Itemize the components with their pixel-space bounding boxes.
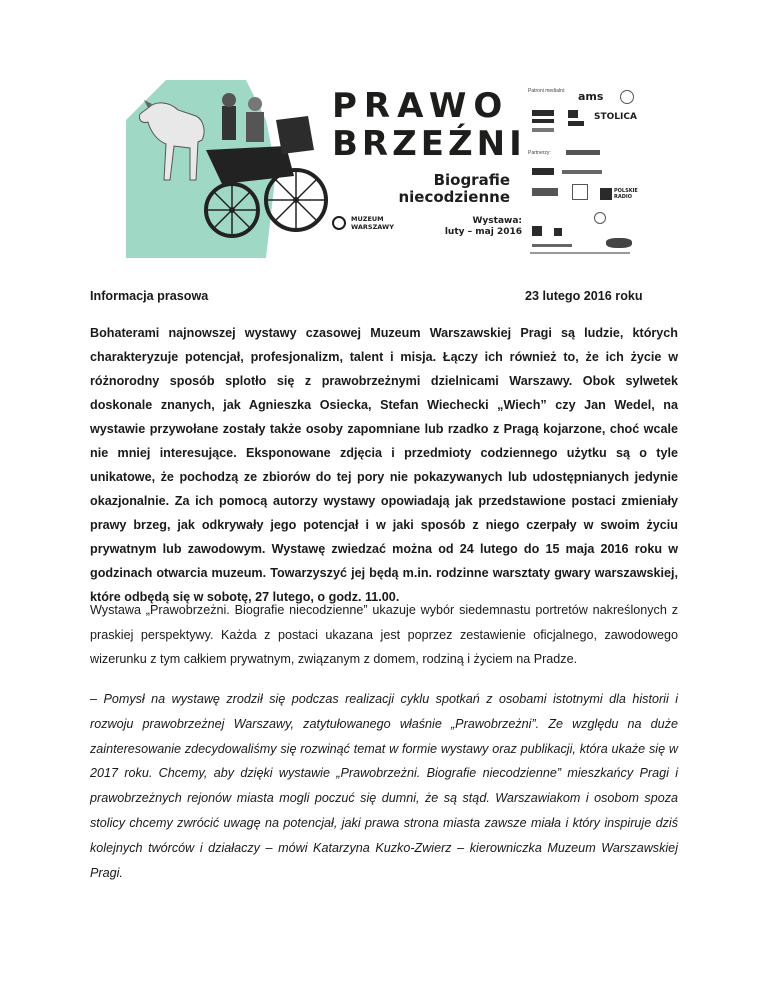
wedel-logo-icon [606,238,632,248]
partner-logo-icon [566,150,600,155]
partner-logo-icon [562,170,602,174]
partner-logo-icon [600,188,612,200]
banner-title-block [332,86,526,206]
body-paragraph: Wystawa „Prawobrzeżni. Biografie niecodzienne” ukazuje wybór siedemnastu portretów nakreślonych z praskiej perspektywy. Każda z postaci ukazana jest poprzez zestawienie oficjalnego, zawodowego wizerunku z tym całkiem prywatnym, związanym z domem, rodziną i życiem na Pradze. [90,603,678,666]
exhibition-banner [126,80,642,258]
media-logo-icon [620,90,634,104]
press-release-label: Informacja prasowa [90,289,209,303]
museum-mark-icon [332,216,346,230]
banner-subtitle-line1: Biografie [433,171,510,189]
partner-logo-icon [594,212,606,224]
exhibition-period: luty – maj 2016 [444,227,522,237]
lead-paragraph: Bohaterami najnowszej wystawy czasowej Muzeum Warszawskiej Pragi są ludzie, których charakteryzuje potencjał, profesjonalizm, talent i misja. Łączy ich również to, że ich życie w różnorodny sposób splotło się z prawobrzeżnymi dzielnicami Warszawy. Obok sylwetek doskonale znanych, jak Agnieszka Osiecka, Stefan Wiechecki „Wiech” czy Jan Wedel, na wystawie przywołane zostały także osoby zapomniane lub rzadko z Pragą kojarzone, choć wcale nie mniej interesujące. Eksponowane zdjęcia i przedmioty codziennego użytku są o tyle unikatowe, że pochodzą ze zbiorów do tej pory nie pokazywanych lub udostępnianych jedynie okazjonalnie. Za ich pomocą autorzy wystawy opowiadają jak przedstawione postaci zmieniały prawy brzeg, jak odkrywały jego potencjał i w jaki sposób z niego czerpały w swoim życiu prywatnym lub zawodowym. Wystawę zwiedzać można od 24 lutego do 15 maja 2016 roku w godzinach otwarcia muzeum. Towarzyszyć jej będą m.in. rodzinne warsztaty gwary warszawskiej, które odbędą się w sobotę, 27 lutego, o godz. 11.00. [90,326,678,604]
banner-title-line2: BRZEŹNI [332,124,526,164]
partner-footnote [530,252,630,254]
partner-logos [528,88,640,256]
stolica-logo: STOLICA [594,112,637,122]
exhibition-dates [442,216,522,238]
banner-subtitle-line2: niecodzienne [398,188,510,206]
banner-title-line1: PRAWO [332,86,510,126]
partners-label: Partnerzy: [528,150,551,156]
partner-logo-icon [532,226,542,236]
partner-logo-icon [532,188,558,196]
release-date: 23 lutego 2016 roku [525,289,643,303]
polskie-radio-logo: POLSKIE RADIO [614,188,638,200]
carriage-photo [126,80,331,258]
partner-logo-icon [572,184,588,200]
media-logo-icon [568,121,584,126]
ams-logo: ams [578,90,604,103]
quote-paragraph: – Pomysł na wystawę zrodził się podczas realizacji cyklu spotkań z osobami istotnymi dla historii i rozwoju prawobrzeżnej Warszawy, zatytułowanego właśnie „Prawobrzeżni”. Ze względu na duże zainteresowanie zdecydowaliśmy się rozwinąć temat w formie wystawy oraz publikacji, która ukaże się w 2017 roku. Chcemy, aby dzięki wystawie „Prawobrzeżni. Biografie niecodzienne” mieszkańcy Pragi i prawobrzeżnych rejonów miasta mogli poczuć się dumni, że są stąd. Warszawiakom i osobom spoza stolicy chcemy zwrócić uwagę na potencjał, jaki prawa strona miasta zawsze miała i który inspiruje dziś kolejnych twórców i działaczy – mówi Katarzyna Kuzko-Zwierz – kierowniczka Muzeum Warszawskiej Pragi. [90,692,678,880]
partner-logo-icon [554,228,562,236]
media-logo-icon [532,128,554,132]
media-logo-icon [532,110,554,116]
partner-logo-icon [532,168,554,175]
exhibition-label: Wystawa: [472,216,522,226]
media-partners-label: Patroni medialni: [528,88,566,94]
media-logo-icon [532,119,554,123]
museum-line1: MUZEUM [351,215,384,223]
media-logo-icon [568,110,578,118]
museum-logo [332,215,394,231]
partner-logo-icon [532,244,572,247]
museum-line2: WARSZAWY [351,223,394,231]
